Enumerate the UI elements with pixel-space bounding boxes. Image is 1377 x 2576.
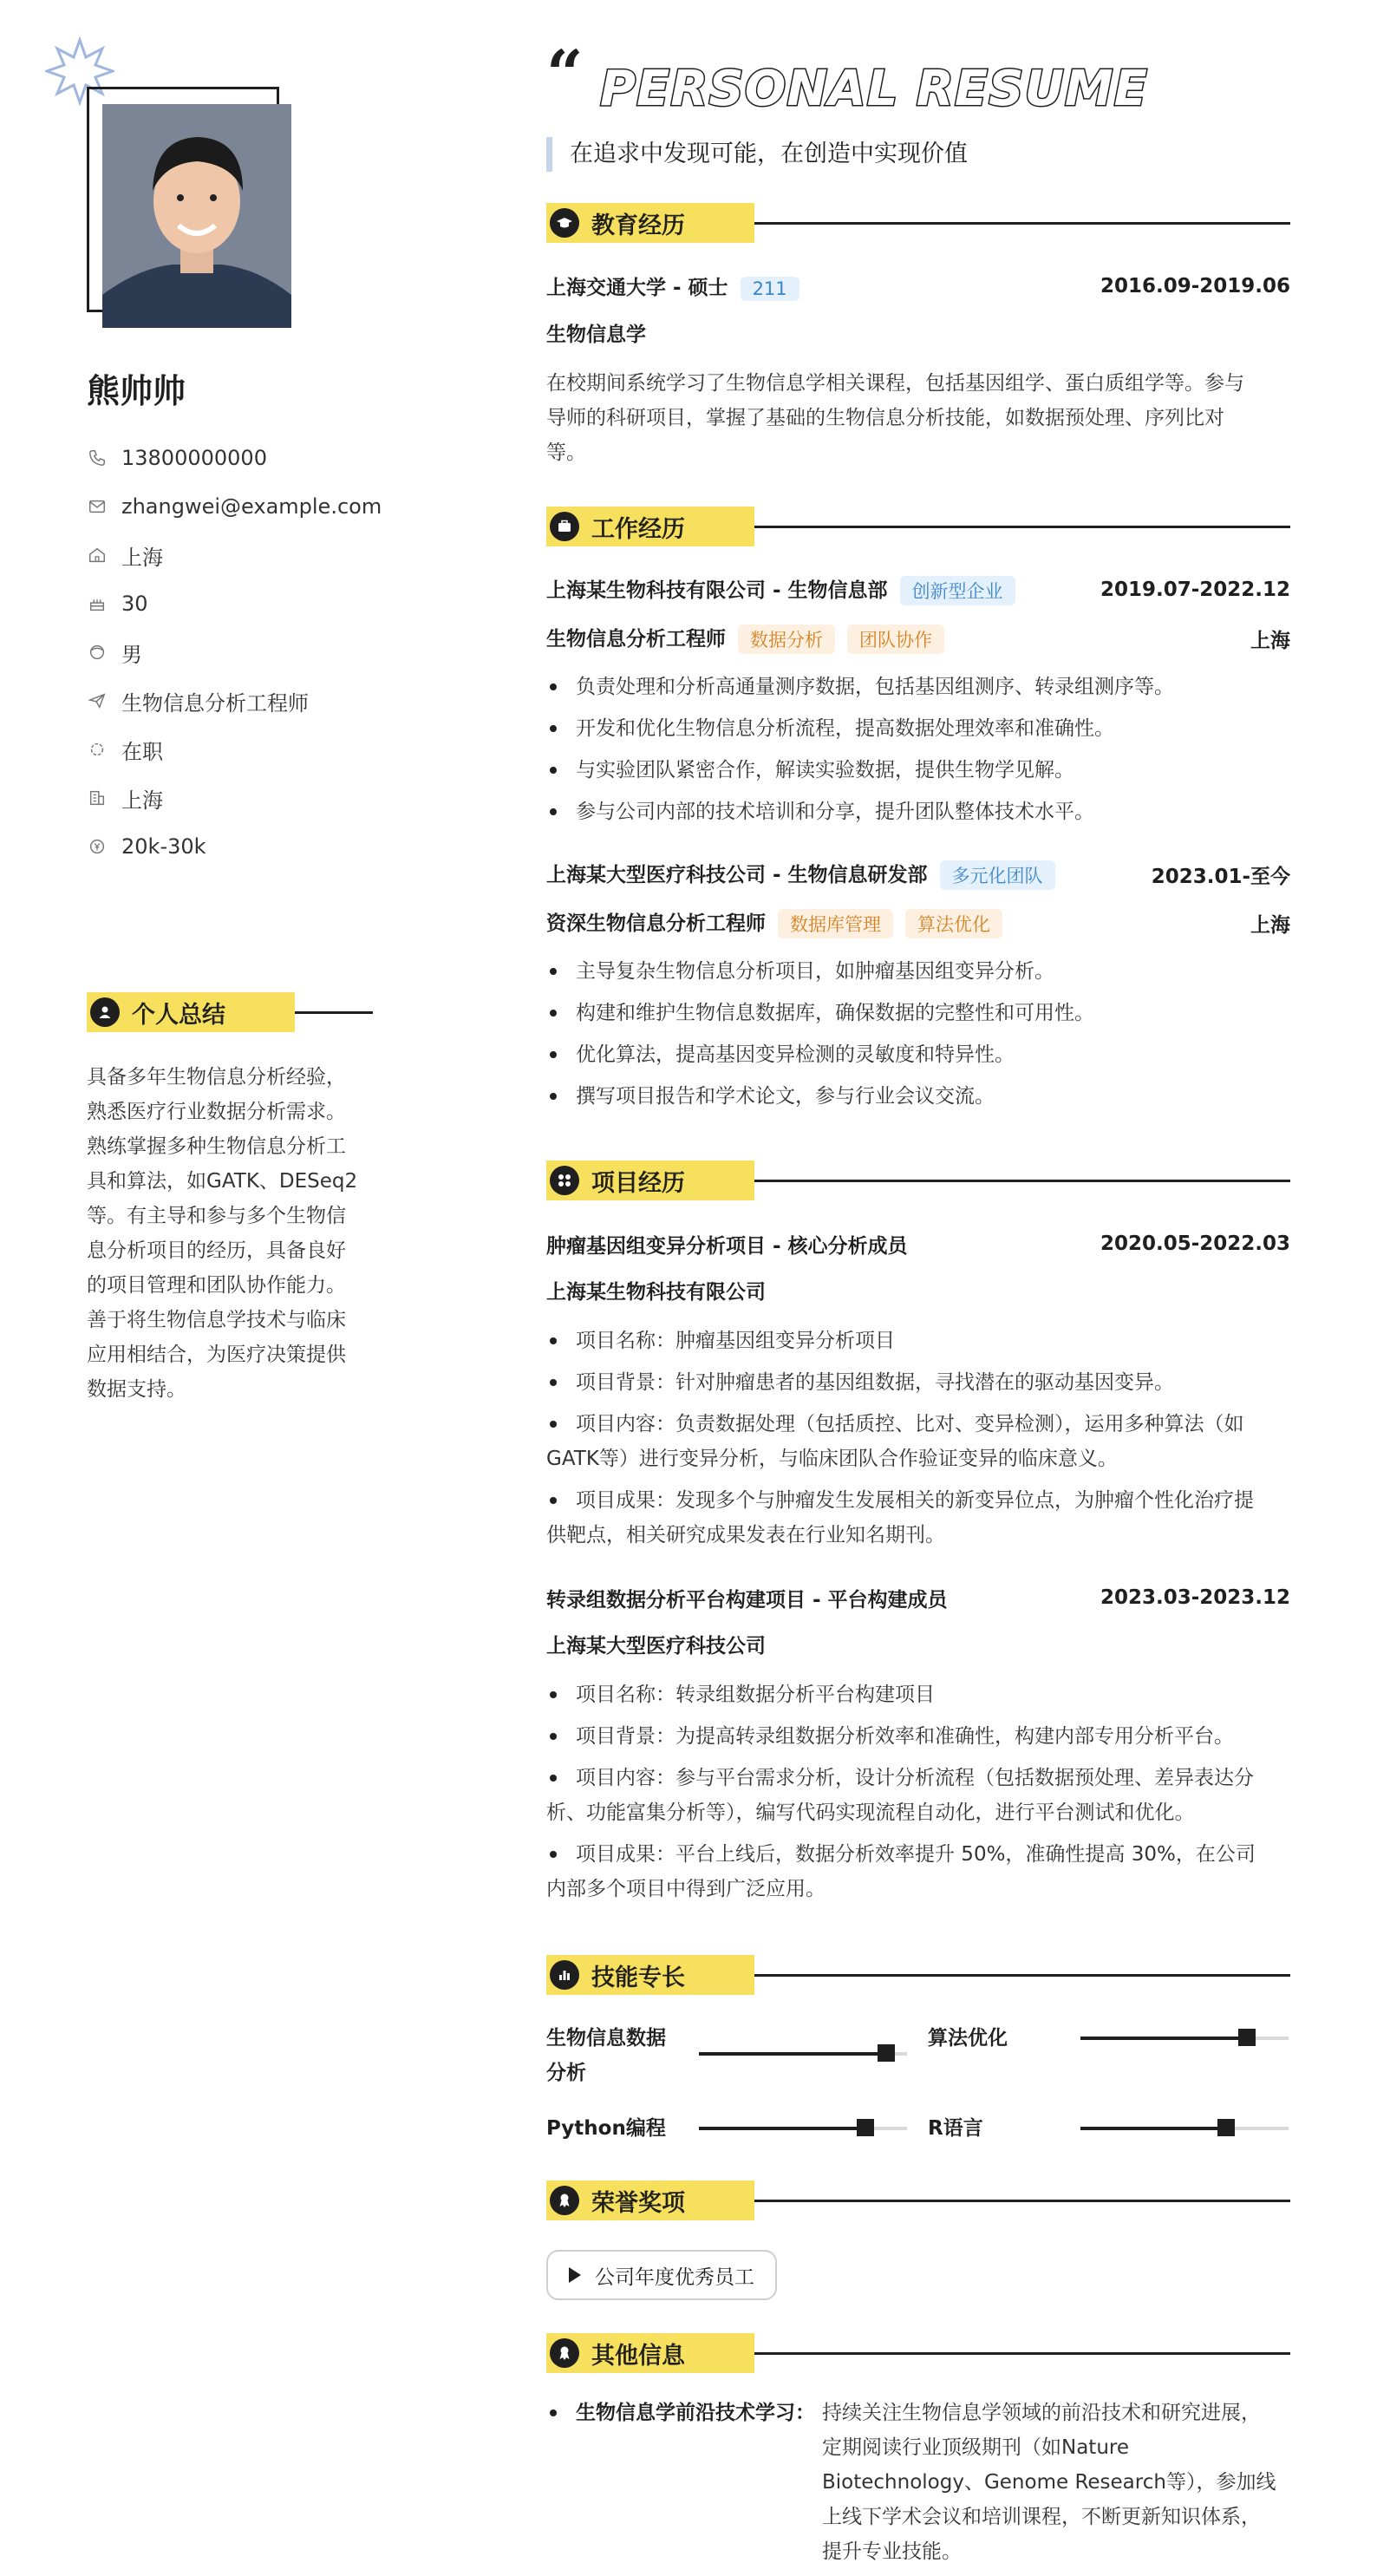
job-entry bbox=[546, 857, 1290, 1114]
project-name: 转录组数据分析平台构建项目 - 平台构建成员 bbox=[546, 1588, 948, 1612]
summary-line: 善于将生物信息学技术与临床 bbox=[87, 1309, 346, 1331]
skill-label bbox=[546, 2111, 694, 2146]
skill-track bbox=[699, 2127, 907, 2130]
skill-label-line: 算法优化 bbox=[928, 2027, 1008, 2050]
gender-text: 男 bbox=[121, 642, 142, 667]
awards-section bbox=[546, 2180, 1290, 2302]
skill-knob bbox=[857, 2119, 874, 2136]
skill-fill bbox=[699, 2052, 886, 2056]
job-bullet: 构建和维护生物信息数据库，确保数据的完整性和可用性。 bbox=[546, 996, 1290, 1030]
skill-label-line: R语言 bbox=[928, 2117, 983, 2140]
job-date: 2023.01-至今 bbox=[1151, 865, 1290, 888]
left-column bbox=[0, 0, 520, 2576]
job-company: 上海某大型医疗科技公司 - 生物信息研发部 bbox=[546, 863, 928, 886]
project-bullet bbox=[546, 1483, 1290, 1553]
projects-title: 项目经历 bbox=[591, 1169, 685, 1197]
job-header bbox=[546, 857, 1290, 892]
other-line: 持续关注生物信息学领域的前沿技术和研究进展， bbox=[822, 2402, 1261, 2424]
project-bullet bbox=[546, 1407, 1290, 1476]
phone-text: 13800000000 bbox=[121, 446, 267, 470]
summary-text bbox=[87, 1060, 373, 1407]
summary-line: 熟练掌握多种生物信息分析工 bbox=[87, 1135, 346, 1158]
job-bullet: 参与公司内部的技术培训和分享，提升团队整体技术水平。 bbox=[546, 794, 1290, 829]
other-label: 生物信息学前沿技术学习： bbox=[576, 2402, 815, 2424]
awards-title: 荣誉奖项 bbox=[591, 2189, 685, 2217]
job-company-line bbox=[546, 859, 1055, 891]
job-bullet: 开发和优化生物信息分析流程，提高数据处理效率和准确性。 bbox=[546, 711, 1290, 746]
education-major: 生物信息学 bbox=[546, 324, 646, 346]
summary-tag bbox=[87, 992, 295, 1032]
job-tag: 算法优化 bbox=[905, 909, 1002, 938]
summary-line: 息分析项目的经历，具备良好 bbox=[87, 1239, 346, 1262]
summary-line: 应用相结合，为医疗决策提供 bbox=[87, 1344, 346, 1366]
award-chip[interactable] bbox=[546, 2250, 777, 2300]
skill-track bbox=[1080, 2127, 1289, 2130]
job-city: 上海 bbox=[1250, 913, 1290, 937]
info-city bbox=[87, 774, 399, 822]
summary-line: 等。有主导和参与多个生物信 bbox=[87, 1205, 346, 1227]
award-label: 公司年度优秀员工 bbox=[595, 2265, 754, 2289]
education-tag bbox=[546, 203, 754, 243]
other-line: 提升专业技能。 bbox=[822, 2540, 962, 2563]
summary-line: 具备多年生物信息分析经验， bbox=[87, 1066, 346, 1089]
city-text: 上海 bbox=[121, 788, 163, 813]
desc-line: 等。 bbox=[546, 441, 586, 464]
skill-label bbox=[546, 2021, 694, 2090]
projects-tag bbox=[546, 1161, 754, 1200]
education-section bbox=[546, 203, 1290, 470]
projects-header bbox=[546, 1161, 1290, 1200]
education-row bbox=[546, 269, 1290, 304]
status-icon bbox=[87, 739, 108, 760]
project-bullet bbox=[546, 1677, 1290, 1712]
summary-line: 数据支持。 bbox=[87, 1378, 186, 1401]
bullet-line: 析、功能富集分析等），编写代码实现流程自动化，进行平台测试和优化。 bbox=[546, 1801, 1195, 1824]
project-header bbox=[546, 1580, 1290, 1615]
bullet-line: 项目背景：针对肿瘤患者的基因组数据，寻找潜在的驱动基因变异。 bbox=[576, 1371, 1174, 1394]
mail-icon bbox=[87, 496, 108, 517]
skills-header bbox=[546, 1955, 1290, 1995]
job-role: 资深生物信息分析工程师 bbox=[546, 912, 766, 935]
job-date: 2019.07-2022.12 bbox=[1100, 579, 1290, 601]
projects-section bbox=[546, 1161, 1290, 1906]
send-icon bbox=[87, 690, 108, 711]
awards-tag bbox=[546, 2180, 754, 2220]
profile-photo bbox=[102, 104, 291, 328]
grid-icon bbox=[550, 1166, 579, 1195]
project-bullet bbox=[546, 1761, 1290, 1830]
section-divider bbox=[754, 1974, 1290, 1977]
job-company-line bbox=[546, 574, 1015, 606]
skill-knob bbox=[1217, 2119, 1235, 2136]
work-section bbox=[546, 507, 1290, 1114]
skill-item bbox=[928, 2111, 1301, 2146]
project-entry bbox=[546, 1580, 1290, 1906]
skill-knob bbox=[878, 2044, 895, 2062]
email-text: zhangwei@example.com bbox=[121, 494, 382, 519]
project-date: 2020.05-2022.03 bbox=[1100, 1232, 1290, 1255]
desc-line: 导师的科研项目，掌握了基础的生物信息分析技能，如数据预处理、序列比对 bbox=[546, 407, 1224, 429]
bullet-line: 项目背景：为提高转录组数据分析效率和准确性，构建内部专用分析平台。 bbox=[576, 1725, 1234, 1748]
project-bullets bbox=[546, 1324, 1290, 1553]
job-city: 上海 bbox=[1250, 629, 1290, 652]
project-name: 肿瘤基因组变异分析项目 - 核心分析成员 bbox=[546, 1234, 908, 1258]
other-item bbox=[546, 2396, 1290, 2569]
info-salary bbox=[87, 822, 399, 871]
job-badge: 多元化团队 bbox=[940, 860, 1055, 890]
info-phone bbox=[87, 434, 399, 482]
user-icon bbox=[90, 997, 120, 1027]
bullet-line: 项目名称：肿瘤基因组变异分析项目 bbox=[576, 1330, 895, 1352]
project-bullet bbox=[546, 1365, 1290, 1400]
cake-icon bbox=[87, 593, 108, 614]
section-divider bbox=[295, 1011, 373, 1014]
quote-mark: “ bbox=[546, 37, 584, 112]
education-desc bbox=[546, 366, 1290, 470]
bullet-line: 项目成果：发现多个与肿瘤发生发展相关的新变异位点，为肿瘤个性化治疗提 bbox=[576, 1489, 1254, 1512]
summary-line: 的项目管理和团队协作能力。 bbox=[87, 1274, 346, 1297]
skill-label bbox=[928, 2021, 1075, 2056]
job-company: 上海某生物科技有限公司 - 生物信息部 bbox=[546, 579, 888, 602]
skill-knob bbox=[1238, 2029, 1256, 2046]
home-icon bbox=[87, 545, 108, 566]
skill-fill bbox=[699, 2127, 865, 2130]
skill-item bbox=[546, 2021, 919, 2090]
bullet-line: 项目内容：负责数据处理（包括质控、比对、变异检测），运用多种算法（如 bbox=[576, 1413, 1244, 1435]
skill-fill bbox=[1080, 2037, 1247, 2040]
job-tag: 数据库管理 bbox=[778, 909, 893, 938]
other-line: 上线下学术会议和培训课程，不断更新知识体系， bbox=[822, 2506, 1261, 2528]
job-bullet: 主导复杂生物信息分析项目，如肿瘤基因组变异分析。 bbox=[546, 954, 1290, 989]
info-age bbox=[87, 579, 399, 628]
other-line: 定期阅读行业顶级期刊（如Nature bbox=[822, 2436, 1129, 2459]
salary-icon bbox=[87, 836, 108, 857]
section-divider bbox=[754, 2352, 1290, 2355]
education-header bbox=[546, 203, 1290, 243]
play-icon bbox=[569, 2267, 581, 2283]
bullet-line: 项目名称：转录组数据分析平台构建项目 bbox=[576, 1684, 935, 1706]
section-divider bbox=[754, 526, 1290, 528]
awards-header bbox=[546, 2180, 1290, 2220]
age-text: 30 bbox=[121, 592, 148, 616]
bullet-line: 项目内容：参与平台需求分析，设计分析流程（包括数据预处理、差异表达分 bbox=[576, 1767, 1254, 1789]
job-role-line bbox=[546, 907, 1002, 939]
skill-item bbox=[546, 2111, 919, 2146]
work-header bbox=[546, 507, 1290, 546]
skill-label-line: 分析 bbox=[546, 2062, 586, 2084]
summary-line: 具和算法，如GATK、DESeq2 bbox=[87, 1170, 358, 1193]
section-divider bbox=[754, 2200, 1290, 2202]
summary-section-header bbox=[87, 992, 373, 1032]
job-badge: 创新型企业 bbox=[900, 576, 1015, 605]
graduation-cap-icon bbox=[550, 208, 579, 238]
work-tag bbox=[546, 507, 754, 546]
desc-line: 在校期间系统学习了生物信息学相关课程，包括基因组学、蛋白质组学等。参与 bbox=[546, 372, 1244, 395]
project-header bbox=[546, 1226, 1290, 1261]
info-status bbox=[87, 725, 399, 774]
location-text: 上海 bbox=[121, 545, 163, 570]
skills-tag bbox=[546, 1955, 754, 1995]
info-icon bbox=[550, 2338, 579, 2368]
project-date: 2023.03-2023.12 bbox=[1100, 1586, 1290, 1609]
other-section bbox=[546, 2333, 1290, 2569]
building-icon bbox=[87, 788, 108, 808]
resume-title: PERSONAL RESUME bbox=[600, 61, 1148, 117]
summary-line: 熟悉医疗行业数据分析需求。 bbox=[87, 1101, 346, 1123]
job-bullets bbox=[546, 954, 1290, 1114]
job-tag: 数据分析 bbox=[738, 624, 835, 654]
job-bullets bbox=[546, 670, 1290, 829]
project-org: 上海某生物科技有限公司 bbox=[546, 1281, 766, 1304]
skills-title: 技能专长 bbox=[591, 1964, 685, 1991]
skill-label bbox=[928, 2111, 1075, 2146]
candidate-name: 熊帅帅 bbox=[87, 372, 186, 410]
job-tag: 团队协作 bbox=[847, 624, 944, 654]
job-role-row bbox=[546, 906, 1290, 940]
skill-track bbox=[1080, 2037, 1289, 2040]
info-location bbox=[87, 531, 399, 579]
project-bullet bbox=[546, 1837, 1290, 1906]
project-entry bbox=[546, 1226, 1290, 1553]
position-text: 生物信息分析工程师 bbox=[121, 690, 309, 716]
bullet-line: 项目成果：平台上线后，数据分析效率提升 50%，准确性提高 30%，在公司 bbox=[576, 1843, 1256, 1866]
skill-label-line: 生物信息数据 bbox=[546, 2027, 666, 2050]
education-title: 教育经历 bbox=[591, 212, 685, 239]
info-gender bbox=[87, 628, 399, 677]
info-email bbox=[87, 482, 399, 531]
contact-info-list bbox=[87, 434, 399, 871]
skill-fill bbox=[1080, 2127, 1226, 2130]
education-school-line bbox=[546, 271, 799, 301]
project-bullet bbox=[546, 1719, 1290, 1754]
other-title: 其他信息 bbox=[591, 2342, 685, 2370]
bullet-line: 供靶点，相关研究成果发表在行业知名期刊。 bbox=[546, 1524, 945, 1546]
school-badge: 211 bbox=[741, 277, 799, 301]
skill-track bbox=[699, 2052, 907, 2056]
slogan: 在追求中发现可能，在创造中实现价值 bbox=[546, 137, 968, 172]
school-name: 上海交通大学 - 硕士 bbox=[546, 277, 728, 300]
job-entry bbox=[546, 572, 1290, 829]
job-header bbox=[546, 572, 1290, 607]
skill-label-line: Python编程 bbox=[546, 2117, 666, 2140]
job-bullet: 负责处理和分析高通量测序数据，包括基因组测序、转录组测序等。 bbox=[546, 670, 1290, 704]
phone-icon bbox=[87, 448, 108, 468]
other-text bbox=[822, 2396, 1290, 2569]
bullet-line: 内部多个项目中得到广泛应用。 bbox=[546, 1878, 826, 1900]
other-line: Biotechnology、Genome Research等），参加线 bbox=[822, 2471, 1276, 2494]
project-org: 上海某大型医疗科技公司 bbox=[546, 1635, 766, 1657]
skills-section bbox=[546, 1955, 1290, 2140]
salary-text: 20k-30k bbox=[121, 834, 206, 859]
project-bullets bbox=[546, 1677, 1290, 1906]
summary-title: 个人总结 bbox=[132, 1001, 225, 1029]
job-bullet: 撰写项目报告和学术论文，参与行业会议交流。 bbox=[546, 1079, 1290, 1114]
work-title: 工作经历 bbox=[591, 515, 685, 543]
briefcase-icon bbox=[550, 512, 579, 541]
job-bullet: 优化算法，提高基因变异检测的灵敏度和特异性。 bbox=[546, 1037, 1290, 1072]
job-bullet: 与实验团队紧密合作，解读实验数据，提供生物学见解。 bbox=[546, 753, 1290, 788]
education-date: 2016.09-2019.06 bbox=[1100, 275, 1290, 297]
status-text: 在职 bbox=[121, 739, 163, 764]
info-position bbox=[87, 677, 399, 725]
award-icon bbox=[550, 2186, 579, 2215]
job-role-line bbox=[546, 623, 944, 655]
job-role-row bbox=[546, 621, 1290, 656]
bullet-dot bbox=[550, 2409, 557, 2416]
section-divider bbox=[754, 222, 1290, 225]
gender-icon bbox=[87, 642, 108, 663]
section-divider bbox=[754, 1180, 1290, 1182]
bar-chart-icon bbox=[550, 1960, 579, 1990]
other-header bbox=[546, 2333, 1290, 2373]
project-bullet bbox=[546, 1324, 1290, 1358]
right-column bbox=[546, 0, 1290, 2576]
job-role: 生物信息分析工程师 bbox=[546, 627, 726, 651]
other-tag bbox=[546, 2333, 754, 2373]
bullet-line: GATK等）进行变异分析，与临床团队合作验证变异的临床意义。 bbox=[546, 1448, 1118, 1470]
skill-item bbox=[928, 2021, 1301, 2090]
